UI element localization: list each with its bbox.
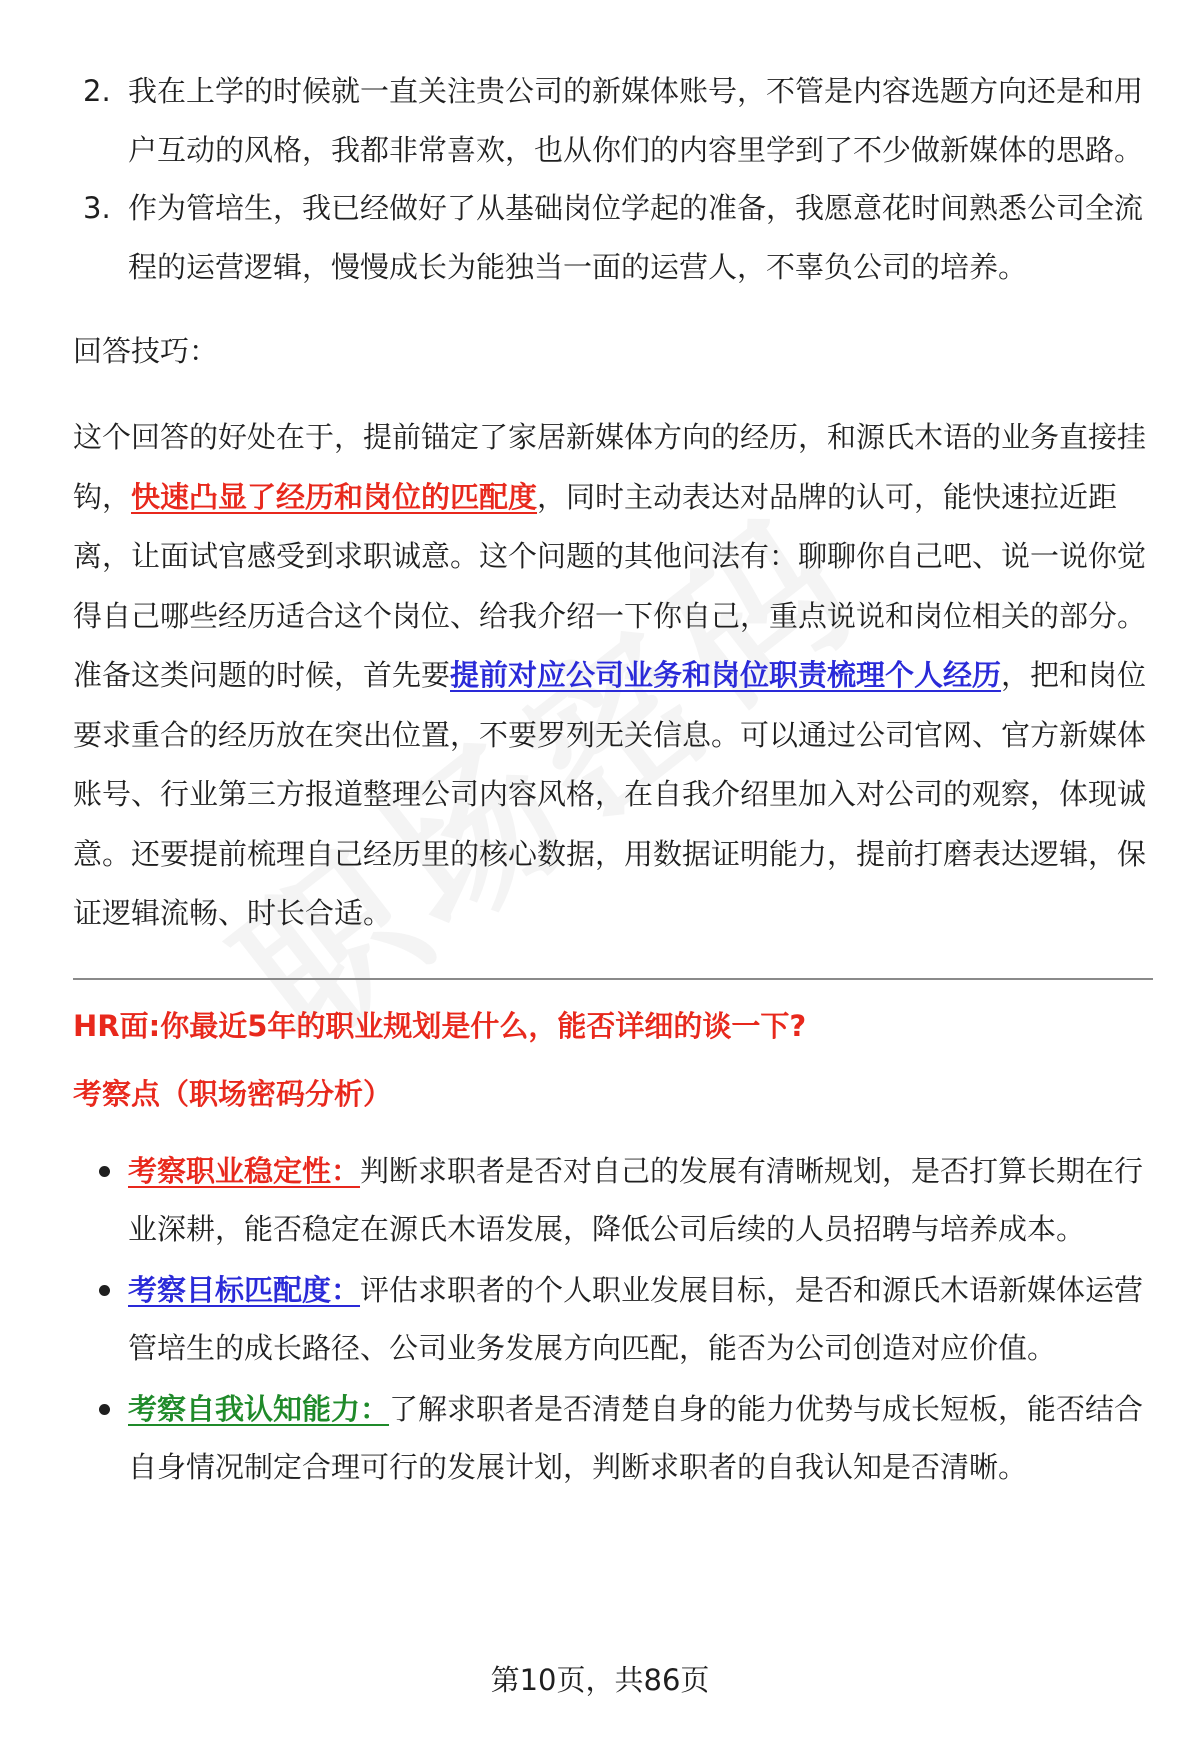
assessment-list [73,1142,1153,1496]
list-marker: 3. [83,191,111,225]
hr-question-heading: HR面:你最近5年的职业规划是什么，能否详细的谈一下? [73,1008,807,1043]
highlight-blue: 提前对应公司业务和岗位职责梳理个人经历 [450,658,1002,692]
list-item-text: 我在上学的时候就一直关注贵公司的新媒体账号，不管是内容选题方向还是和用户互动的风格，我都非常喜欢，也从你们的内容里学到了不少做新媒体的思路。 [128,74,1144,167]
bullet-title: 考察职业稳定性： [128,1153,361,1188]
list-item [73,179,1153,296]
paragraph-text: 这个回答的好处在于，提前锚定了家居新媒体方向的经历，和源氏木语的业务直接挂钩， [73,420,1147,514]
tips-label: 回答技巧： [73,334,219,368]
list-item [73,1261,1153,1377]
paragraph-text: ，把和岗位要求重合的经历放在突出位置，不要罗列无关信息。可以通过公司官网、官方新媒体账号、行业第三方报道整理公司内容风格，在自我介绍里加入对公司的观察，体现诚意。还要提前梳理自己经历里的核心数据，用数据证明能力，提前打磨表达逻辑，保证逻辑流畅、时长合适。 [73,658,1147,930]
bullet-icon [99,1166,110,1177]
paragraph-text: 准备这类问题的时候，首先要 [73,658,451,692]
bullet-text: 判断求职者是否对自己的发展有清晰规划，是否打算长期在行业深耕，能否稳定在源氏木语发展，降低公司后续的人员招聘与培养成本。 [128,1153,1144,1246]
assessment-points-heading: 考察点（职场密码分析） [73,1076,393,1111]
bullet-icon [99,1404,110,1415]
analysis-paragraph [73,408,1153,646]
page-number: 第10页，共86页 [490,1663,710,1697]
list-item-text: 作为管培生，我已经做好了从基础岗位学起的准备，我愿意花时间熟悉公司全流程的运营逻辑，慢慢成长为能独当一面的运营人，不辜负公司的培养。 [128,191,1144,284]
list-item [73,62,1153,179]
bullet-title: 考察自我认知能力： [128,1391,390,1426]
list-marker: 2. [83,74,111,108]
bullet-icon [99,1285,110,1296]
paragraph-text: ，同时主动表达对品牌的认可，能快速拉近距离，让面试官感受到求职诚意。这个问题的其他问法有：聊聊你自己吧、说一说你觉得自己哪些经历适合这个岗位、给我介绍一下你自己，重点说说和岗位相关的部分。 [73,479,1147,633]
bullet-text: 了解求职者是否清楚自身的能力优势与成长短板，能否结合自身情况制定合理可行的发展计划，判断求职者的自我认知是否清晰。 [128,1391,1144,1484]
preparation-paragraph [73,646,1153,944]
list-item [73,1380,1153,1496]
bullet-title: 考察目标匹配度： [128,1272,361,1307]
section-divider [73,978,1153,980]
page-content [73,62,1153,1499]
list-item [73,1142,1153,1258]
highlight-red: 快速凸显了经历和岗位的匹配度 [131,479,538,514]
numbered-list [73,62,1153,296]
bullet-text: 评估求职者的个人职业发展目标，是否和源氏木语新媒体运营管培生的成长路径、公司业务发展方向匹配，能否为公司创造对应价值。 [128,1272,1144,1365]
